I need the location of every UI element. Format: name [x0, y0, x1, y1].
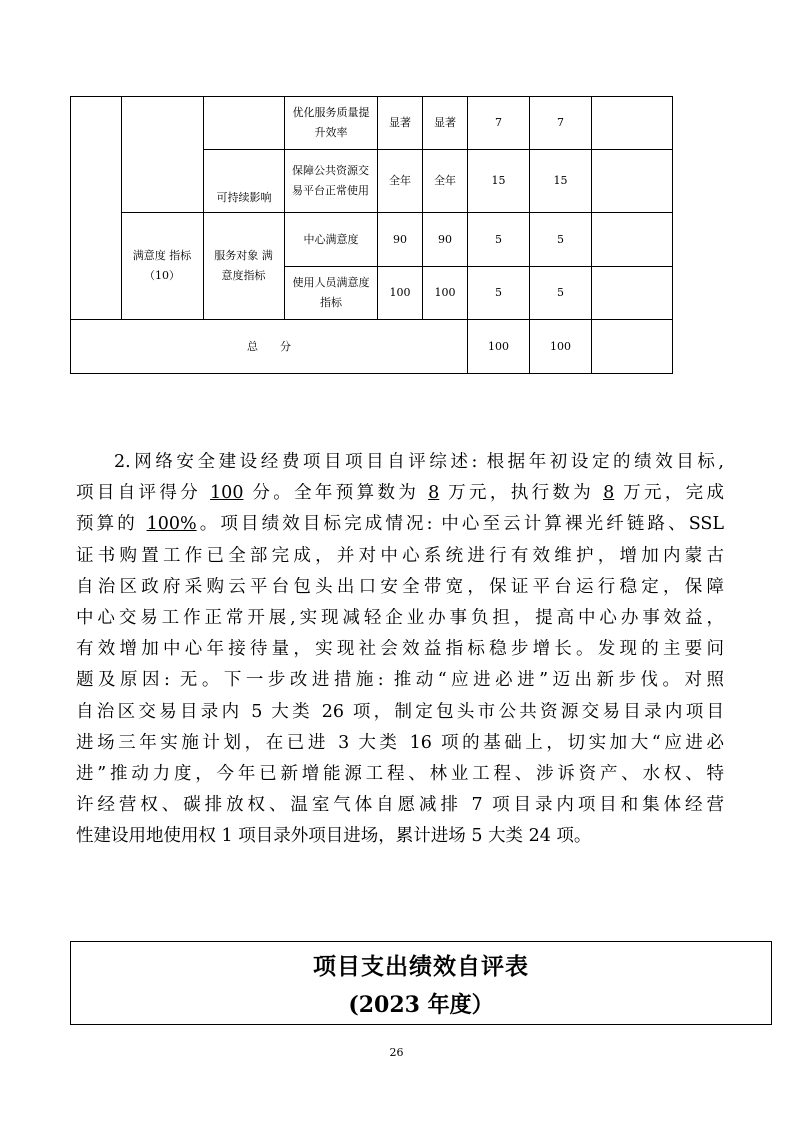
- summary-line: 进”推动力度，今年已新增能源工程、林业工程、涉诉资产、水权、特: [76, 764, 724, 785]
- summary-line: 预算的 100%。项目绩效目标完成情况: 中心至云计算裸光纤链路、SSL: [76, 514, 724, 535]
- form-year: (2023 年度）: [348, 992, 494, 1018]
- summary-line: 2.网络安全建设经费项目项目自评综述: 根据年初设定的绩效目标,: [114, 452, 724, 472]
- indicator-cell: 优化服务质量提升效率: [292, 106, 370, 139]
- total-score: 100: [550, 339, 571, 353]
- executed-value: 8: [603, 483, 615, 504]
- level1-cell: 满意度 指标（10）: [132, 249, 192, 282]
- level2-cell: 服务对象 满意度指标: [214, 249, 273, 282]
- actual-cell: 显著: [434, 116, 456, 129]
- score-cell: 5: [557, 232, 564, 246]
- target-cell: 显著: [389, 116, 411, 129]
- indicator-cell: 中心满意度: [303, 232, 359, 246]
- indicator-cell: 使用人员满意度指标: [292, 276, 370, 309]
- actual-cell: 90: [438, 232, 452, 246]
- score-value: 100: [210, 483, 244, 504]
- actual-cell: 100: [434, 286, 456, 299]
- budget-value: 8: [428, 483, 440, 504]
- actual-cell: 全年: [434, 174, 456, 187]
- target-cell: 100: [389, 286, 411, 299]
- summary-line: 自治区政府采购云平台包头出口安全带宽，保证平台运行稳定，保障: [76, 576, 724, 597]
- summary-line: 证书购置工作已全部完成，并对中心系统进行有效维护，增加内蒙古: [76, 545, 724, 566]
- summary-line: 自治区交易目录内 5 大类 26 项，制定包头市公共资源交易目录内项目: [76, 701, 724, 722]
- form-title-box: [70, 941, 772, 1025]
- target-cell: 全年: [389, 174, 411, 187]
- weight-cell: 5: [495, 286, 502, 299]
- score-cell: 5: [557, 286, 564, 299]
- total-weight: 100: [488, 339, 509, 353]
- summary-paragraph: [76, 447, 724, 853]
- target-cell: 90: [393, 232, 407, 246]
- summary-line: 有效增加中心年接待量，实现社会效益指标稳步增长。发现的主要问: [76, 639, 724, 660]
- weight-cell: 15: [491, 174, 506, 187]
- score-cell: 15: [553, 174, 568, 187]
- summary-line: 项目自评得分 100 分。全年预算数为 8 万元，执行数为 8 万元，完成: [76, 483, 725, 504]
- summary-line: 中心交易工作正常开展,实现减轻企业办事负担，提高中心办事效益，: [76, 608, 724, 629]
- page-number: 26: [389, 1046, 404, 1059]
- weight-cell: 5: [495, 232, 502, 246]
- indicator-cell: 保障公共资源交易平台正常使用: [292, 164, 369, 197]
- weight-cell: 7: [495, 116, 502, 129]
- summary-line: 性建设用地使用权 1 项目录外项目进场，累计进场 5 大类 24 项。: [76, 826, 592, 847]
- score-cell: 7: [557, 116, 564, 129]
- completion-rate: 100%: [146, 514, 197, 535]
- summary-line: 题及原因: 无。下一步改进措施: 推动“应进必进”迈出新步伐。对照: [76, 670, 724, 691]
- total-label: 总 分: [247, 339, 291, 353]
- form-title: 项目支出绩效自评表: [313, 953, 529, 980]
- summary-line: 进场三年实施计划，在已进 3 大类 16 项的基础上，切实加大“应进必: [76, 732, 724, 753]
- level2-cell: 可持续影响: [216, 191, 272, 204]
- summary-line: 许经营权、碳排放权、温室气体自愿减排 7 项目录内项目和集体经营: [76, 795, 724, 816]
